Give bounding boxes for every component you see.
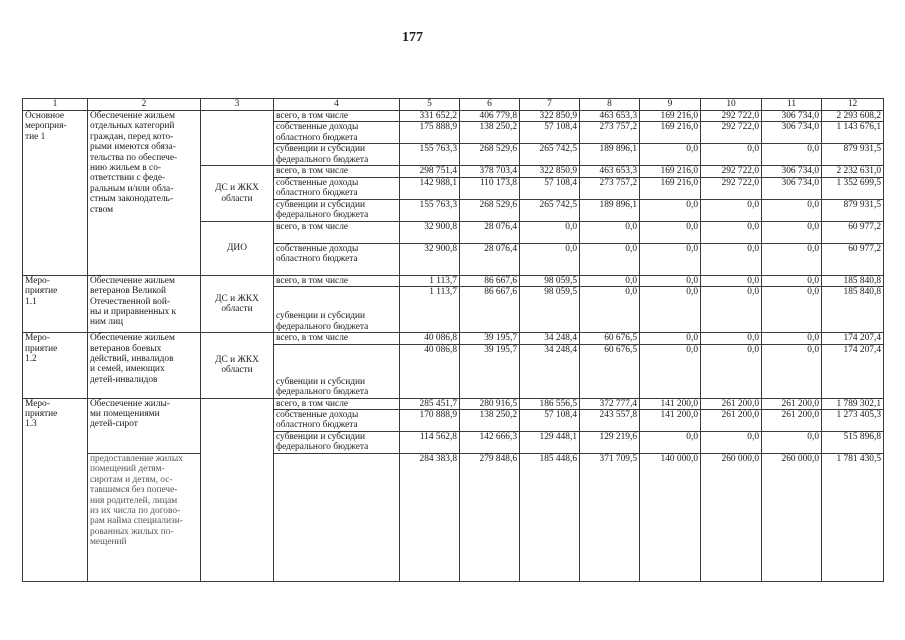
value-cell: 60 977,2 xyxy=(822,243,884,275)
value-cell: 879 931,5 xyxy=(822,144,884,166)
value-cell: 0,0 xyxy=(701,199,762,221)
value-cell: 114 562,8 xyxy=(400,432,460,454)
description-cell: Обеспечение жильем отдельных категорий граждан, перед кото- рыми имеются обяза- тельства по обеспече- нию жильем в со- ответствии с феде- ральным и/или обла- стным законодатель- ством xyxy=(88,111,201,276)
value-cell: 60 676,5 xyxy=(580,333,640,344)
value-cell: 0,0 xyxy=(762,432,822,454)
value-cell: 0,0 xyxy=(762,275,822,286)
value-cell: 34 248,4 xyxy=(520,333,580,344)
value-cell: 0,0 xyxy=(762,344,822,398)
value-cell: 261 200,0 xyxy=(701,398,762,409)
value-cell: 306 734,0 xyxy=(762,166,822,177)
value-cell: 1 352 699,5 xyxy=(822,177,884,199)
value-cell: 140 000,0 xyxy=(640,454,701,582)
value-cell: 138 250,2 xyxy=(460,122,520,144)
value-cell: 463 653,3 xyxy=(580,166,640,177)
value-cell: 371 709,5 xyxy=(580,454,640,582)
column-header: 9 xyxy=(640,99,701,111)
description-cell: Обеспечение жильем ветеранов боевых действий, инвалидов и семей, имеющих детей-инвалидов xyxy=(88,333,201,398)
value-cell: 1 143 676,1 xyxy=(822,122,884,144)
table-row xyxy=(23,111,884,122)
value-cell: 98 059,5 xyxy=(520,287,580,333)
value-cell: 0,0 xyxy=(520,243,580,275)
value-cell: 260 000,0 xyxy=(701,454,762,582)
value-cell: 285 451,7 xyxy=(400,398,460,409)
header-row xyxy=(23,99,884,111)
value-cell: 0,0 xyxy=(640,243,701,275)
column-header: 11 xyxy=(762,99,822,111)
executor-cell: ДС и ЖКХ области xyxy=(201,166,274,221)
value-cell: 1 113,7 xyxy=(400,287,460,333)
value-cell: 0,0 xyxy=(520,221,580,243)
budget-table xyxy=(22,98,884,582)
column-header: 3 xyxy=(201,99,274,111)
value-cell: 0,0 xyxy=(762,243,822,275)
source-cell: субвенции и субсидии федерального бюджета xyxy=(274,199,400,221)
value-cell: 174 207,4 xyxy=(822,333,884,344)
value-cell: 292 722,0 xyxy=(701,122,762,144)
page-number: 177 xyxy=(402,30,423,45)
value-cell: 261 200,0 xyxy=(762,398,822,409)
value-cell: 1 113,7 xyxy=(400,275,460,286)
value-cell: 284 383,8 xyxy=(400,454,460,582)
value-cell: 463 653,3 xyxy=(580,111,640,122)
source-cell: субвенции и субсидии федерального бюджета xyxy=(274,287,400,333)
column-header: 4 xyxy=(274,99,400,111)
value-cell: 268 529,6 xyxy=(460,199,520,221)
value-cell: 0,0 xyxy=(580,243,640,275)
value-cell: 0,0 xyxy=(762,144,822,166)
column-header: 8 xyxy=(580,99,640,111)
value-cell: 2 232 631,0 xyxy=(822,166,884,177)
source-cell: всего, в том числе xyxy=(274,333,400,344)
value-cell: 265 742,5 xyxy=(520,144,580,166)
value-cell: 189 896,1 xyxy=(580,199,640,221)
value-cell: 298 751,4 xyxy=(400,166,460,177)
value-cell: 372 777,4 xyxy=(580,398,640,409)
value-cell: 0,0 xyxy=(640,432,701,454)
value-cell: 129 219,6 xyxy=(580,432,640,454)
value-cell: 129 448,1 xyxy=(520,432,580,454)
value-cell: 306 734,0 xyxy=(762,177,822,199)
value-cell: 279 848,6 xyxy=(460,454,520,582)
value-cell: 0,0 xyxy=(762,287,822,333)
value-cell: 185 448,6 xyxy=(520,454,580,582)
value-cell: 322 850,9 xyxy=(520,166,580,177)
description-cell: Обеспечение жильем ветеранов Великой Отечественной вой- ны и приравненных к ним лиц xyxy=(88,275,201,332)
value-cell: 0,0 xyxy=(640,275,701,286)
value-cell: 0,0 xyxy=(701,243,762,275)
source-cell: собственные доходы областного бюджета xyxy=(274,410,400,432)
value-cell: 110 173,8 xyxy=(460,177,520,199)
value-cell: 0,0 xyxy=(762,221,822,243)
activity-cell: Меро- приятие 1.2 xyxy=(23,333,88,398)
value-cell: 0,0 xyxy=(762,199,822,221)
value-cell: 185 840,8 xyxy=(822,287,884,333)
table-row xyxy=(23,333,884,344)
value-cell: 189 896,1 xyxy=(580,144,640,166)
source-cell: всего, в том числе xyxy=(274,166,400,177)
value-cell: 60 977,2 xyxy=(822,221,884,243)
value-cell: 28 076,4 xyxy=(460,243,520,275)
value-cell: 57 108,4 xyxy=(520,177,580,199)
value-cell: 170 888,9 xyxy=(400,410,460,432)
value-cell: 0,0 xyxy=(701,144,762,166)
source-cell: собственные доходы областного бюджета xyxy=(274,243,400,275)
value-cell: 142 666,3 xyxy=(460,432,520,454)
value-cell: 0,0 xyxy=(640,199,701,221)
value-cell: 0,0 xyxy=(640,144,701,166)
value-cell: 0,0 xyxy=(701,287,762,333)
value-cell: 98 059,5 xyxy=(520,275,580,286)
value-cell: 0,0 xyxy=(701,432,762,454)
source-cell: собственные доходы областного бюджета xyxy=(274,122,400,144)
activity-cell: Основное мероприя- тие 1 xyxy=(23,111,88,276)
value-cell: 86 667,6 xyxy=(460,275,520,286)
value-cell: 243 557,8 xyxy=(580,410,640,432)
column-header: 1 xyxy=(23,99,88,111)
value-cell: 2 293 608,2 xyxy=(822,111,884,122)
value-cell: 142 988,1 xyxy=(400,177,460,199)
value-cell: 265 742,5 xyxy=(520,199,580,221)
value-cell: 406 779,8 xyxy=(460,111,520,122)
table-row xyxy=(23,398,884,409)
value-cell: 34 248,4 xyxy=(520,344,580,398)
value-cell: 32 900,8 xyxy=(400,243,460,275)
value-cell: 32 900,8 xyxy=(400,221,460,243)
value-cell: 260 000,0 xyxy=(762,454,822,582)
executor-cell xyxy=(201,398,274,581)
value-cell: 1 781 430,5 xyxy=(822,454,884,582)
value-cell: 39 195,7 xyxy=(460,344,520,398)
source-cell: субвенции и субсидии федерального бюджета xyxy=(274,432,400,454)
value-cell: 141 200,0 xyxy=(640,410,701,432)
value-cell: 86 667,6 xyxy=(460,287,520,333)
value-cell: 331 652,2 xyxy=(400,111,460,122)
value-cell: 292 722,0 xyxy=(701,177,762,199)
executor-cell: ДС и ЖКХ области xyxy=(201,275,274,332)
source-cell: субвенции и субсидии федерального бюджета xyxy=(274,144,400,166)
column-header: 7 xyxy=(520,99,580,111)
value-cell: 169 216,0 xyxy=(640,111,701,122)
value-cell: 1 273 405,3 xyxy=(822,410,884,432)
source-cell: всего, в том числе xyxy=(274,111,400,122)
value-cell: 0,0 xyxy=(640,287,701,333)
value-cell: 292 722,0 xyxy=(701,166,762,177)
source-cell: собственные доходы областного бюджета xyxy=(274,177,400,199)
activity-cell: Меро- приятие 1.3 xyxy=(23,398,88,581)
value-cell: 141 200,0 xyxy=(640,398,701,409)
value-cell: 273 757,2 xyxy=(580,177,640,199)
value-cell: 174 207,4 xyxy=(822,344,884,398)
table-row xyxy=(23,454,884,582)
value-cell: 60 676,5 xyxy=(580,344,640,398)
value-cell: 169 216,0 xyxy=(640,122,701,144)
column-header: 10 xyxy=(701,99,762,111)
value-cell: 306 734,0 xyxy=(762,111,822,122)
value-cell: 40 086,8 xyxy=(400,333,460,344)
value-cell: 268 529,6 xyxy=(460,144,520,166)
column-header: 6 xyxy=(460,99,520,111)
value-cell: 40 086,8 xyxy=(400,344,460,398)
value-cell: 185 840,8 xyxy=(822,275,884,286)
value-cell: 322 850,9 xyxy=(520,111,580,122)
table-row xyxy=(23,275,884,286)
value-cell: 0,0 xyxy=(701,275,762,286)
column-header: 2 xyxy=(88,99,201,111)
value-cell: 155 763,3 xyxy=(400,199,460,221)
value-cell: 169 216,0 xyxy=(640,166,701,177)
value-cell: 0,0 xyxy=(580,287,640,333)
value-cell: 0,0 xyxy=(640,344,701,398)
value-cell: 0,0 xyxy=(701,344,762,398)
value-cell: 280 916,5 xyxy=(460,398,520,409)
source-cell xyxy=(274,454,400,582)
executor-cell: ДС и ЖКХ области xyxy=(201,333,274,398)
value-cell: 28 076,4 xyxy=(460,221,520,243)
value-cell: 378 703,4 xyxy=(460,166,520,177)
value-cell: 0,0 xyxy=(580,275,640,286)
value-cell: 138 250,2 xyxy=(460,410,520,432)
value-cell: 39 195,7 xyxy=(460,333,520,344)
description-cell-2: предоставление жилых помещений детям- сиротам и детям, ос- тавшимся без попече- ния родителей, лицам из их числа по догово- рам найма специализи- рованных жилых по- мещений xyxy=(88,454,201,582)
executor-cell xyxy=(201,111,274,166)
activity-cell: Меро- приятие 1.1 xyxy=(23,275,88,332)
source-cell: всего, в том числе xyxy=(274,398,400,409)
value-cell: 0,0 xyxy=(640,333,701,344)
value-cell: 0,0 xyxy=(762,333,822,344)
value-cell: 879 931,5 xyxy=(822,199,884,221)
value-cell: 515 896,8 xyxy=(822,432,884,454)
value-cell: 155 763,3 xyxy=(400,144,460,166)
value-cell: 0,0 xyxy=(640,221,701,243)
source-cell: субвенции и субсидии федерального бюджета xyxy=(274,344,400,398)
value-cell: 292 722,0 xyxy=(701,111,762,122)
value-cell: 186 556,5 xyxy=(520,398,580,409)
description-cell: Обеспечение жилы- ми помещениями детей-сирот xyxy=(88,398,201,453)
value-cell: 57 108,4 xyxy=(520,410,580,432)
executor-cell: ДИО xyxy=(201,221,274,275)
value-cell: 261 200,0 xyxy=(701,410,762,432)
column-header: 5 xyxy=(400,99,460,111)
value-cell: 169 216,0 xyxy=(640,177,701,199)
value-cell: 306 734,0 xyxy=(762,122,822,144)
source-cell: всего, в том числе xyxy=(274,221,400,243)
column-header: 12 xyxy=(822,99,884,111)
value-cell: 0,0 xyxy=(701,221,762,243)
value-cell: 57 108,4 xyxy=(520,122,580,144)
source-cell: всего, в том числе xyxy=(274,275,400,286)
value-cell: 175 888,9 xyxy=(400,122,460,144)
value-cell: 273 757,2 xyxy=(580,122,640,144)
value-cell: 0,0 xyxy=(580,221,640,243)
value-cell: 1 789 302,1 xyxy=(822,398,884,409)
value-cell: 0,0 xyxy=(701,333,762,344)
value-cell: 261 200,0 xyxy=(762,410,822,432)
